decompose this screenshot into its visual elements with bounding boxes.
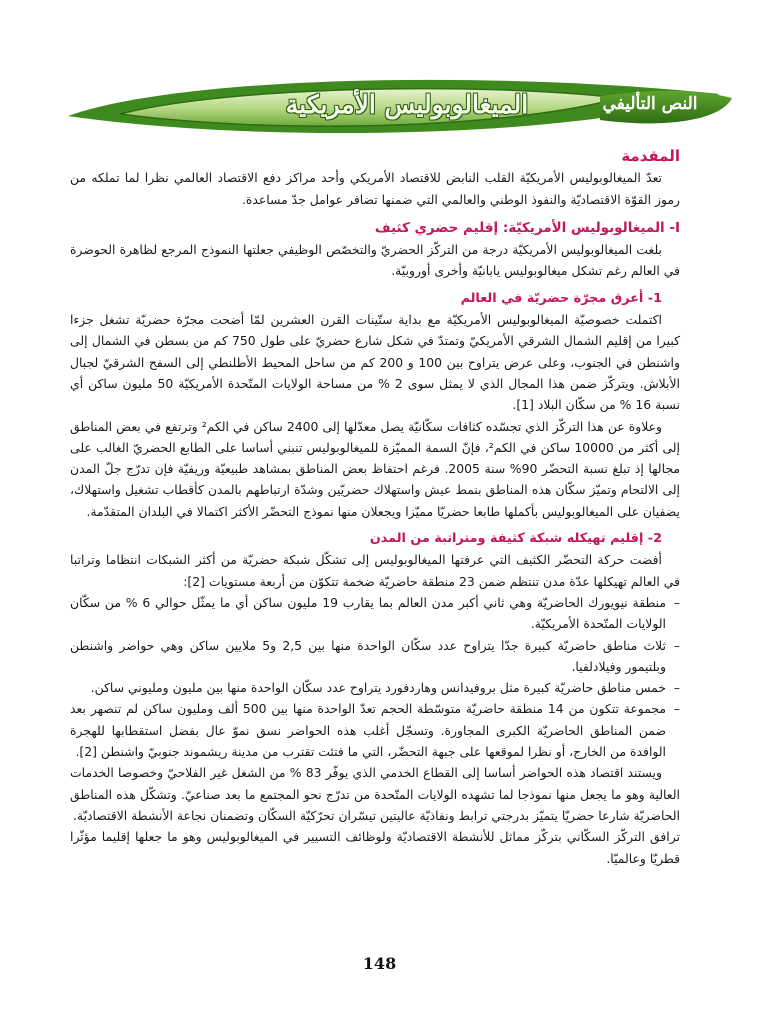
intro-heading: المقدمة: [621, 147, 680, 165]
subsection-1-heading: 1- أعرق مجرّة حضريّة في العالم: [460, 290, 662, 306]
title-banner: [60, 76, 740, 136]
page-number: 148: [362, 954, 397, 973]
subsection-2-paragraph-1: أفضت حركة التحضّر الكثيف التي عرفتها الميغالوبوليس إلى تشكّل شبكة حضريّة من أكثر الشبكات انتظاما وتراتبا في العالم تهيكلها عدّة مدن تنتظم ضمن 23 منطقة حاضريّة ضخمة تتكوّن من أربعة مستويات [2]:: [70, 552, 680, 589]
list-item: – ثلاث مناطق حاضريّة كبيرة جدّا يتراوح عدد سكّان الواحدة منها بين 2,5 و5 ملايين ساكن وهي حواضر واشنطن وبلتيمور وفيلادلفيا.: [70, 635, 680, 678]
section-1-heading: I- الميغالوبوليس الأمريكيّة: إقليم حضري كثيف: [374, 219, 680, 236]
article-body: [70, 140, 680, 869]
banner-title: الميغالوبوليس الأمريكية: [285, 90, 529, 119]
metro-levels-list: [70, 592, 680, 762]
banner-label: النص التأليفي: [602, 94, 698, 114]
list-item: – مجموعة تتكون من 14 منطقة حاضريّة متوسّطة الحجم تعدّ الواحدة منها بين 500 ألف ومليون ساكن لم تنصهر بعد ضمن المناطق الحاضريّة الكبرى المجاورة. وتسجّل أغلب هذه الحواضر نسق نموّ عال بفضل استقطابها للهجرة الوافدة من الخارج، أو نظرا لموقعها على جبهة التحضّر، التي ما فتئت تقترب من مدينة ريشموند جنوبيّ واشنطن [2].: [70, 698, 680, 762]
list-item: – منطقة نيويورك الحاضريّة وهي ثاني أكبر مدن العالم بما يقارب 19 مليون ساكن أي ما يمثّل حوالي 6 % من سكّان الولايات المتّحدة الأمريكيّة.: [70, 592, 680, 635]
subsection-1-paragraph-1: اكتملت خصوصيّة الميغالوبوليس الأمريكيّة مع بداية ستّينات القرن العشرين لمّا أضحت مجرّة حضريّة تشغل جزءا كبيرا من إقليم الشمال الشرقي الأمريكيّ وتمتدّ في شكل شارع حضريّ على طول 750 كم من بسطن في الشمال إلى واشنطن في الجنوب، وعلى عرض يتراوح بين 100 و 200 كم من ساحل المحيط الأطلنطي إلى السفح الشرقيّ لجبال الأبلاش. ويتركّز ضمن هذا المجال الذي لا يمثل سوى 2 % من مساحة الولايات المتّحدة الأمريكيّة 50 مليون ساكن أي نسبة 16 % من سكّان البلاد [1].: [70, 312, 680, 413]
subsection-2-paragraph-2: ويستند اقتصاد هذه الحواضر أساسا إلى القطاع الخدمي الذي يوفّر 83 % من الشغل غير الفلاحيّ وخصوصا الخدمات العالية وهو ما يجعل منها نموذجا لما تشهده الولايات المتّحدة من تدرّج نحو المجتمع ما بعد صناعيّ. وتشكّل هذه المناطق الحاضريّة شارعا حضريّا يتميّز بدرجتي ترابط ونفاذيّة عاليتين تيسّران تحرّكيّة السكّان وتضمنان نجاعة الأنشطة الاقتصاديّة.: [70, 765, 680, 823]
list-item: – خمس مناطق حاضريّة كبيرة مثل بروفيدانس وهاردفورد يتراوح عدد سكّان الواحدة منها بين مليون ومليوني ساكن.: [70, 677, 680, 698]
subsection-1-paragraph-2: وعلاوة عن هذا التركّز الذي تجسّده كثافات سكّانيّة يصل معدّلها إلى 2400 ساكن في الكم² وترتفع في بعض المناطق إلى أكثر من 10000 ساكن في الكم²، فإنّ السمة المميّزة للميغالوبوليس تنبني أساسا على الطابع الحضريّ الغالب على مجالها إذ تبلغ نسبة التحضّر 90% سنة 2005. فرغم احتفاظ بعض المناطق بمشاهد طبيعيّة وريفيّة فإن تدرّج جلّ المدن إلى الالتحام وتميّز سكّان هذه المناطق بنمط عيش واستهلاك حضريّين وشدّة ارتباطهم بالمدن كأقطاب تشغيل واستهلاك، يضفيان على الميغالوبوليس بأكملها طابعا حضريّا مميّزا ويجعلان منها نموذج التحضّر الأكثر اكتمالا في البلدان المتقدّمة.: [70, 418, 680, 519]
intro-paragraph: تعدّ الميغالوبوليس الأمريكيّة القلب النابض للاقتصاد الأمريكي وأحد مراكز دفع الاقتصاد العالمي نظرا لما تملكه من رموز القوّة الاقتصاديّة والنفوذ الوطني والعالمي التي ضمنها تضافر عوامل جدّ مساعدة.: [70, 170, 680, 207]
subsection-2-paragraph-3: ترافق التركّز السكّاني بتركّز مماثل للأنشطة الاقتصاديّة ولوظائف التسيير في الميغالوبوليس وهو ما جعلها إقليما مؤثّرا قطريّا وعالميّا.: [70, 829, 680, 866]
section-1-paragraph: بلغت الميغالوبوليس الأمريكيّة درجة من التركّز الحضريّ والتخصّص الوظيفي جعلتها النموذج المرجع لظاهرة الحوضرة في العالم رغم تشكل ميغالوبوليس يابانيّة وأخرى أوروبيّة.: [70, 242, 680, 279]
subsection-2-heading: 2- إقليم تهيكله شبكة كثيفة ومتراتبة من المدن: [369, 531, 662, 547]
